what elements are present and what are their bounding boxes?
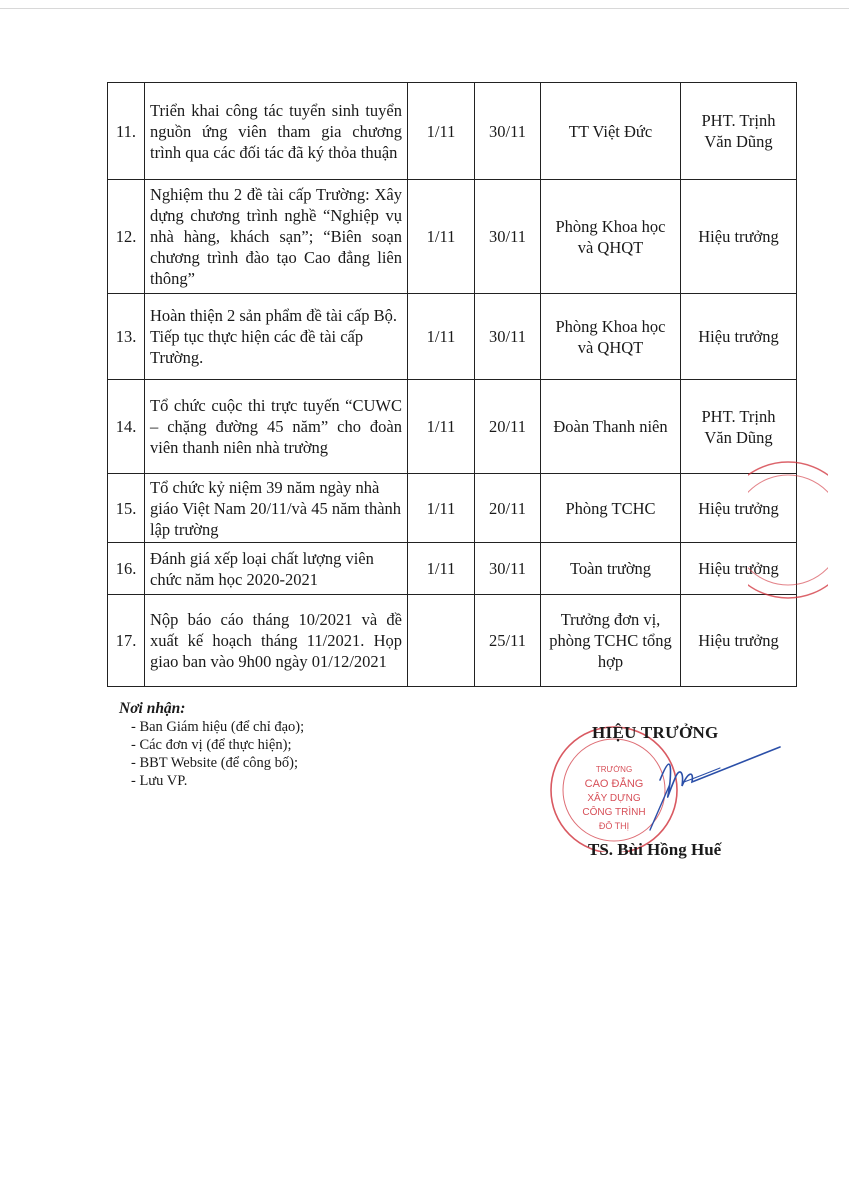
end-date: 30/11 — [475, 543, 541, 595]
start-date: 1/11 — [408, 83, 475, 180]
task-plan-table — [107, 82, 797, 687]
seal-text: TRƯỜNG — [595, 765, 633, 774]
task-description: Nghiệm thu 2 đề tài cấp Trường: Xây dựng chương trình nghề “Nghiệp vụ nhà hàng, khách sạn”; “Biên soạn chương trình đào tạo Cao đẳng liên thông” — [145, 180, 408, 294]
row-number: 16. — [108, 543, 145, 595]
recipient-item: - Lưu VP. — [131, 773, 188, 789]
task-description: Hoàn thiện 2 sản phẩm đề tài cấp Bộ. Tiếp tục thực hiện các đề tài cấp Trường. — [145, 294, 408, 380]
start-date: 1/11 — [408, 474, 475, 543]
responsible-unit: Trưởng đơn vị, phòng TCHC tổng hợp — [541, 595, 681, 687]
seal-text: XÂY DỰNG — [587, 793, 641, 804]
person-in-charge: PHT. Trịnh Văn Dũng — [681, 380, 797, 474]
end-date: 30/11 — [475, 83, 541, 180]
start-date: 1/11 — [408, 380, 475, 474]
seal-text: CÔNG TRÌNH — [582, 807, 646, 818]
table-row — [108, 474, 797, 543]
person-in-charge: Hiệu trưởng — [681, 294, 797, 380]
signer-name: TS. Bùi Hồng Huế — [588, 840, 722, 859]
person-in-charge: PHT. Trịnh Văn Dũng — [681, 83, 797, 180]
responsible-unit: Toàn trường — [541, 543, 681, 595]
person-in-charge: Hiệu trưởng — [681, 474, 797, 543]
row-number: 11. — [108, 83, 145, 180]
start-date: 1/11 — [408, 180, 475, 294]
row-number: 12. — [108, 180, 145, 294]
recipients-block — [119, 700, 304, 790]
end-date: 20/11 — [475, 380, 541, 474]
signer-title: HIỆU TRƯỞNG — [592, 723, 719, 742]
seal-text: ĐÔ THỊ — [598, 821, 630, 831]
person-in-charge: Hiệu trưởng — [681, 180, 797, 294]
task-description: Tổ chức cuộc thi trực tuyến “CUWC – chặng đường 45 năm” cho đoàn viên thanh niên nhà trường — [145, 380, 408, 474]
start-date — [408, 595, 475, 687]
start-date: 1/11 — [408, 294, 475, 380]
end-date: 30/11 — [475, 180, 541, 294]
recipient-item: - Ban Giám hiệu (để chỉ đạo); — [131, 719, 305, 735]
table-row — [108, 543, 797, 595]
recipient-item: - Các đơn vị (để thực hiện); — [131, 737, 292, 753]
page-top-rule — [0, 8, 849, 9]
responsible-unit: Phòng Khoa học và QHQT — [541, 180, 681, 294]
seal-text: CAO ĐẲNG — [584, 778, 644, 790]
row-number: 14. — [108, 380, 145, 474]
row-number: 13. — [108, 294, 145, 380]
task-description: Tổ chức kỷ niệm 39 năm ngày nhà giáo Việt Nam 20/11/và 45 năm thành lập trường — [145, 474, 408, 543]
task-description: Đánh giá xếp loại chất lượng viên chức năm học 2020-2021 — [145, 543, 408, 595]
responsible-unit: Phòng Khoa học và QHQT — [541, 294, 681, 380]
person-in-charge: Hiệu trưởng — [681, 595, 797, 687]
table-row — [108, 294, 797, 380]
row-number: 17. — [108, 595, 145, 687]
responsible-unit: TT Việt Đức — [541, 83, 681, 180]
handwritten-signature — [640, 742, 790, 832]
table-row — [108, 180, 797, 294]
start-date: 1/11 — [408, 543, 475, 595]
seal-stamp-partial — [748, 455, 828, 605]
end-date: 30/11 — [475, 294, 541, 380]
task-description: Nộp báo cáo tháng 10/2021 và đề xuất kế hoạch tháng 11/2021. Họp giao ban vào 9h00 ngày 01/12/2021 — [145, 595, 408, 687]
end-date: 25/11 — [475, 595, 541, 687]
recipients-title: Nơi nhận: — [119, 700, 186, 717]
responsible-unit: Đoàn Thanh niên — [541, 380, 681, 474]
end-date: 20/11 — [475, 474, 541, 543]
responsible-unit: Phòng TCHC — [541, 474, 681, 543]
row-number: 15. — [108, 474, 145, 543]
table-row — [108, 595, 797, 687]
task-description: Triển khai công tác tuyển sinh tuyển nguồn ứng viên tham gia chương trình qua các đối tác đã ký thỏa thuận — [145, 83, 408, 180]
recipient-item: - BBT Website (để công bố); — [131, 755, 299, 771]
table-row — [108, 380, 797, 474]
table-row — [108, 83, 797, 180]
person-in-charge: Hiệu trưởng — [681, 543, 797, 595]
